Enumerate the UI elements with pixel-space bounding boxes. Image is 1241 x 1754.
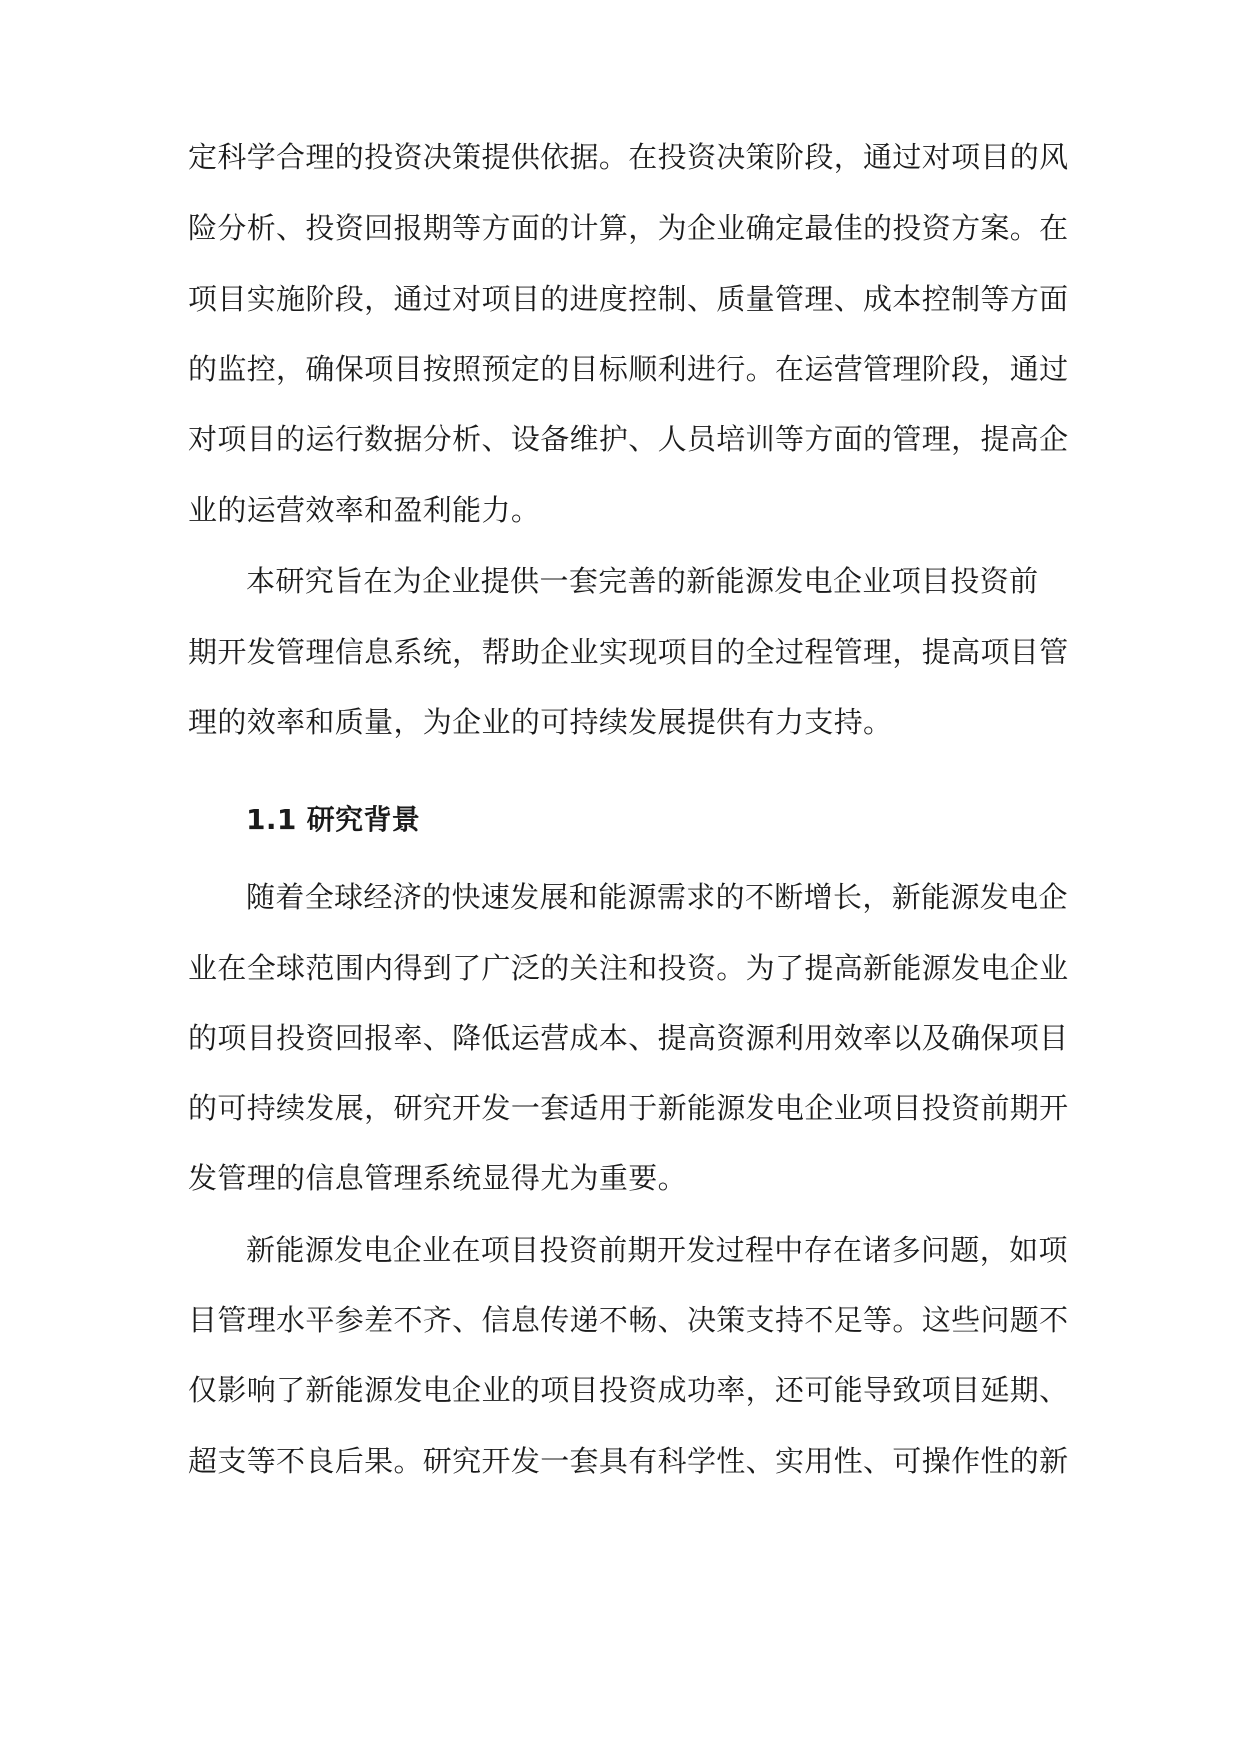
paragraph-line: 本研究旨在为企业提供一套完善的新能源发电企业项目投资前 xyxy=(246,564,1039,598)
paragraph-line: 仅影响了新能源发电企业的项目投资成功率，还可能导致项目延期、 xyxy=(188,1373,1069,1407)
paragraph-line: 对项目的运行数据分析、设备维护、人员培训等方面的管理，提高企 xyxy=(188,422,1069,456)
paragraph-line: 新能源发电企业在项目投资前期开发过程中存在诸多问题，如项 xyxy=(246,1233,1068,1267)
paragraph-line: 业的运营效率和盈利能力。 xyxy=(188,493,541,527)
paragraph-line: 的监控，确保项目按照预定的目标顺利进行。在运营管理阶段，通过 xyxy=(188,352,1069,386)
section-heading: 1.1 研究背景 xyxy=(246,803,421,836)
paragraph-line: 定科学合理的投资决策提供依据。在投资决策阶段，通过对项目的风 xyxy=(188,140,1069,174)
paragraph-line: 目管理水平参差不齐、信息传递不畅、决策支持不足等。这些问题不 xyxy=(188,1303,1069,1337)
paragraph-line: 险分析、投资回报期等方面的计算，为企业确定最佳的投资方案。在 xyxy=(188,211,1069,245)
paragraph-line: 期开发管理信息系统，帮助企业实现项目的全过程管理，提高项目管 xyxy=(188,635,1069,669)
paragraph-line: 的项目投资回报率、降低运营成本、提高资源利用效率以及确保项目 xyxy=(188,1021,1069,1055)
paragraph-line: 项目实施阶段，通过对项目的进度控制、质量管理、成本控制等方面 xyxy=(188,282,1069,316)
paragraph-line: 的可持续发展，研究开发一套适用于新能源发电企业项目投资前期开 xyxy=(188,1091,1069,1125)
paragraph-line: 随着全球经济的快速发展和能源需求的不断增长，新能源发电企 xyxy=(246,880,1068,914)
paragraph-line: 理的效率和质量，为企业的可持续发展提供有力支持。 xyxy=(188,705,893,739)
paragraph-line: 业在全球范围内得到了广泛的关注和投资。为了提高新能源发电企业 xyxy=(188,951,1069,985)
paragraph-line: 发管理的信息管理系统显得尤为重要。 xyxy=(188,1161,687,1195)
paragraph-line: 超支等不良后果。研究开发一套具有科学性、实用性、可操作性的新 xyxy=(188,1444,1069,1478)
